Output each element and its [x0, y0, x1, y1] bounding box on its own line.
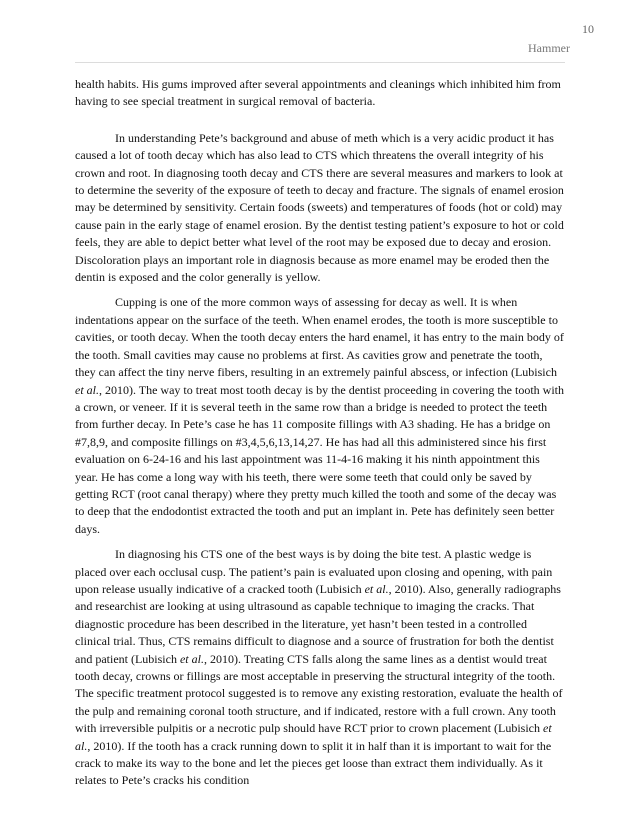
paragraph-text: , 2010). The way to treat most tooth decay is by the dentist proceeding in covering the tooth with a crown, or veneer. If it is several teeth in the same row than a bridge is needed to protect the teeth from further decay. In Pete’s case he has 11 composite fillings with A3 shading. He has a bridge on #7,8,9, and composite fillings on #3,4,5,6,13,14,27. He has had all this administered since his first evaluation on 6-24-16 and his last appointment was 11-4-16 making it his ninth appointment this year. He has come a long way with his teeth, there were some teeth that could only be saved by getting RCT (root canal therapy) where they pretty much killed the tooth and some of the decay was to deep that the endodontist extracted the tooth and put an implant in. Pete has definitely seen better days. [75, 382, 565, 536]
paragraph-text: , 2010). Treating CTS falls along the same lines as a dentist would treat tooth decay, crowns or fillings are most acceptable in preserving the structural integrity of the tooth. The specific treatment protocol suggested is to remove any existing restoration, evaluate the health of the pulp and remaining coronal tooth structure, and if indicated, restore with a full crown. Any tooth with irreversible pulpitis or a necrotic pulp should have RCT prior to crown placement (Lubisich [75, 651, 563, 736]
header-divider [75, 62, 565, 63]
citation-et-al: et al. [75, 721, 552, 753]
page-number: 10 [582, 22, 594, 36]
paragraph-text: , 2010). Also, generally radiographs and researchist are looking at using ultrasound as capable technique to imaging the cracks. That diagnostic procedure has been described in the literature, yet hasn’t been tested in a controlled clinical trial. Thus, CTS remains difficult to diagnose and a source of frustration for both the dentist and patient (Lubisich [75, 581, 561, 666]
paragraph-3 [75, 294, 565, 538]
citation-et-al: et al. [364, 581, 389, 596]
paragraph-text: In understanding Pete’s background and abuse of meth which is a very acidic product it has caused a lot of tooth decay which has also lead to CTS which threatens the overall integrity of his crown and root. In diagnosing tooth decay and CTS there are several measures and markers to look at to determine the severity of the exposure of teeth to decay and fracture. The signals of enamel erosion may be determined by sensitivity. Certain foods (sweets) and temperatures of foods (hot or cold) may cause pain in the early stage of enamel erosion. By the dentist testing patient’s exposure to hot or cold feels, they are able to depict better what level of the root may be exposed due to decay and erosion. Discoloration plays an important role in diagnosis because as more enamel may be eroded then the dentin is exposed and the color generally is yellow. [75, 130, 564, 285]
document-body [75, 76, 565, 790]
citation-et-al: et al. [179, 651, 204, 666]
paragraph-2 [75, 130, 565, 287]
paragraph-1 [75, 76, 565, 111]
paragraph-text: health habits. His gums improved after several appointments and cleanings which inhibited him from having to see special treatment in surgical removal of bacteria. [75, 77, 561, 109]
running-head: Hammer [528, 41, 570, 55]
paragraph-text: In diagnosing his CTS one of the best ways is by doing the bite test. A plastic wedge is placed over each occlusal cusp. The patient’s pain is evaluated upon closing and opening, with pain upon release usually indicative of a cracked tooth (Lubisich [75, 547, 553, 596]
paragraph-4 [75, 546, 565, 790]
citation-et-al: et al. [75, 382, 99, 397]
paragraph-text: , 2010). If the tooth has a crack running down to split it in half than it is important to wait for the crack to make its way to the bone and let the pieces get loose than extract them individually. As it relates to Pete’s cracks his condition [75, 738, 552, 788]
paragraph-text: Cupping is one of the more common ways of assessing for decay as well. It is when indentations appear on the surface of the teeth. When enamel erodes, the tooth is more susceptible to cavities, or tooth decay. When the tooth decay enters the hard enamel, it has entry to the main body of the tooth. Small cavities may cause no problems at first. As cavities grow and penetrate the tooth, they can affect the tiny nerve fibers, resulting in an extremely painful abscess, or infection (Lubisich [75, 295, 564, 380]
